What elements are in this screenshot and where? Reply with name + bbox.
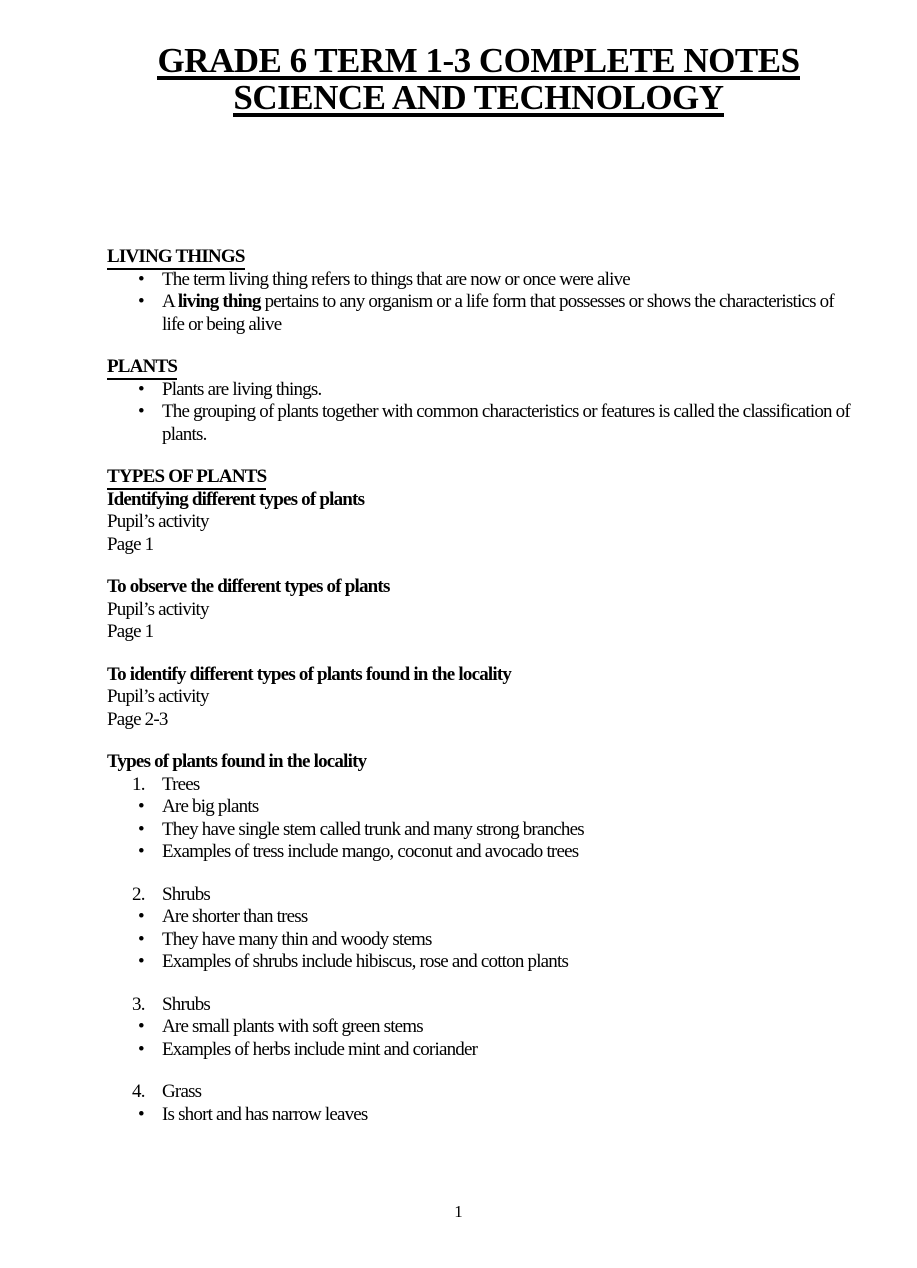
- item-name: Grass: [162, 1081, 202, 1102]
- page-number: 1: [454, 1202, 463, 1221]
- activity-title: To observe the different types of plants: [107, 576, 390, 597]
- activity-line: Pupil’s activity: [107, 598, 209, 620]
- bullet-text: Plants are living things.: [162, 378, 322, 400]
- title-line-2-wrap: [107, 78, 850, 117]
- item-name: Trees: [162, 773, 200, 795]
- group-bullet: • Are big plants: [107, 796, 850, 819]
- bullet-text-pre: A: [162, 291, 178, 312]
- section-living-things: [107, 246, 850, 336]
- numbered-item: [107, 994, 850, 1017]
- group-bullet: • They have many thin and woody stems: [107, 929, 850, 952]
- item-number: 1.: [132, 773, 145, 795]
- activity-page: Page 1: [107, 621, 154, 642]
- activity-identifying: [107, 489, 850, 557]
- bullet-text-bold: living thing: [177, 291, 261, 312]
- bullet-text: [162, 291, 834, 335]
- document-body: [107, 246, 850, 1126]
- numbered-item: [107, 1081, 850, 1104]
- title-line-1: GRADE 6 TERM 1-3 COMPLETE NOTES: [157, 41, 800, 80]
- activity-observe: [107, 576, 850, 644]
- types-of-plants-heading: TYPES OF PLANTS: [107, 466, 850, 489]
- locality-heading: Types of plants found in the locality: [107, 751, 367, 772]
- title-line-1-wrap: [107, 41, 850, 80]
- item-name: Shrubs: [162, 993, 210, 1015]
- living-things-bullet-1: [107, 269, 850, 292]
- plant-group-herbs: [107, 994, 850, 1062]
- group-bullet: • Is short and has narrow leaves: [107, 1104, 850, 1127]
- section-locality-plants: [107, 751, 850, 1126]
- document-title: [107, 0, 850, 117]
- bullet-text-post: pertains to any organism or a life form that possesses or shows the characteristics of life or being alive: [162, 291, 834, 335]
- activity-line: Pupil’s activity: [107, 686, 209, 707]
- item-number: 2.: [132, 883, 145, 905]
- bullet-text: The grouping of plants together with common characteristics or features is called the classification of plants.: [162, 401, 850, 445]
- group-bullet: • Examples of herbs include mint and coriander: [107, 1039, 850, 1062]
- numbered-item: [107, 774, 850, 797]
- activity-title: Identifying different types of plants: [107, 488, 365, 510]
- group-bullet: • Examples of shrubs include hibiscus, rose and cotton plants: [107, 951, 850, 974]
- item-number: 3.: [132, 993, 145, 1015]
- bullet-text: The term living thing refers to things that are now or once were alive: [162, 268, 630, 290]
- activity-title: To identify different types of plants found in the locality: [107, 663, 512, 685]
- section-plants: [107, 356, 850, 446]
- living-things-heading: LIVING THINGS: [107, 246, 850, 269]
- activity-identify-locality: [107, 664, 850, 732]
- activity-page: Page 1: [107, 533, 154, 555]
- plant-group-trees: [107, 774, 850, 864]
- living-things-bullet-2: [107, 291, 850, 336]
- plants-bullet-2: [107, 401, 850, 446]
- item-number: 4.: [132, 1081, 145, 1102]
- group-bullet: • Examples of tress include mango, coconut and avocado trees: [107, 841, 850, 864]
- item-name: Shrubs: [162, 883, 210, 905]
- title-line-2: SCIENCE AND TECHNOLOGY: [233, 78, 724, 117]
- group-bullet: • Are shorter than tress: [107, 906, 850, 929]
- activity-line: Pupil’s activity: [107, 511, 209, 532]
- numbered-item: [107, 884, 850, 907]
- plant-group-grass: [107, 1081, 850, 1126]
- group-bullet: • They have single stem called trunk and many strong branches: [107, 819, 850, 842]
- plant-group-shrubs: [107, 884, 850, 974]
- plants-bullet-1: [107, 379, 850, 402]
- plants-heading: PLANTS: [107, 356, 850, 379]
- activity-page: Page 2-3: [107, 708, 168, 730]
- section-types-of-plants: [107, 466, 850, 731]
- group-bullet: • Are small plants with soft green stems: [107, 1016, 850, 1039]
